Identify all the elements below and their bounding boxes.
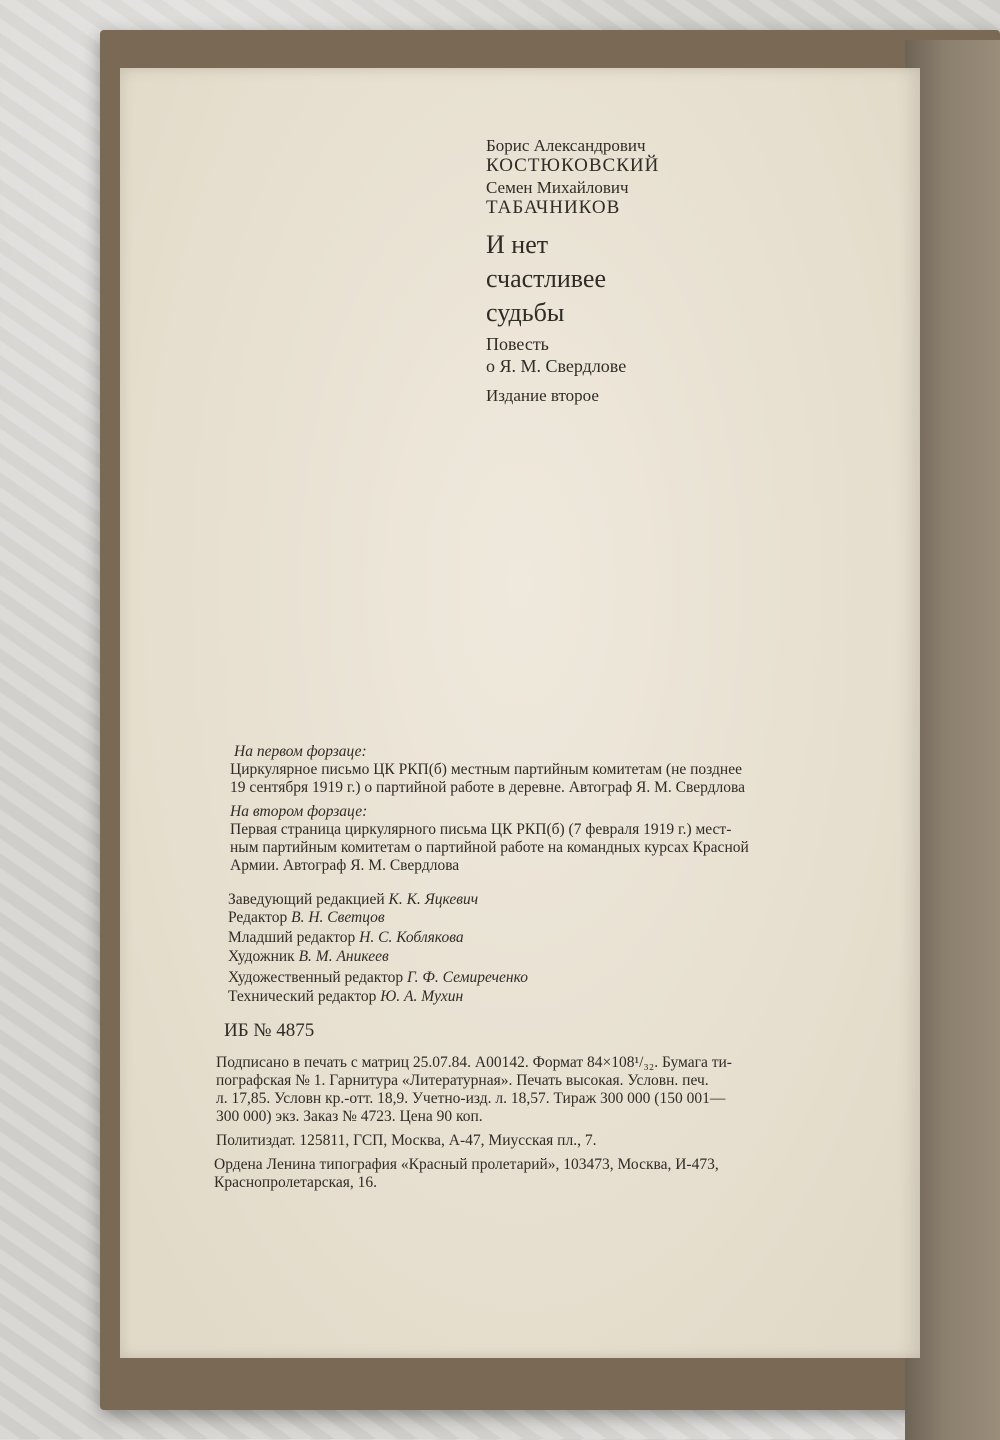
- author-1-name: Борис Александрович: [486, 136, 646, 155]
- edition-label: Издание второе: [486, 386, 599, 405]
- title-page: [120, 68, 920, 1358]
- subtitle-line-2: о Я. М. Свердлове: [486, 356, 627, 376]
- credit-role: Технический редактор: [228, 988, 377, 1005]
- endpaper-1-line-2: 19 сентября 1919 г.) о партийной работе в деревне. Автограф Я. М. Свердлова: [230, 779, 746, 796]
- book-title-line-2: счастливее: [486, 264, 606, 293]
- credit-3: [228, 929, 464, 947]
- author-2-name: Семен Михайлович: [486, 178, 629, 197]
- endpaper-2-line-1: Первая страница циркулярного письма ЦК РКП(б) (7 февраля 1919 г.) мест-: [230, 821, 732, 838]
- imprint-line-2: пографская № 1. Гарнитура «Литературная». Печать высокая. Условн. печ.: [216, 1072, 709, 1089]
- endpaper-2-line-2: ным партийным комитетам о партийной работе на командных курсах Красной: [230, 839, 749, 856]
- credit-name: Н. С. Коблякова: [359, 929, 464, 946]
- ib-number: ИБ № 4875: [224, 1020, 315, 1041]
- credit-role: Заведующий редакцией: [228, 891, 385, 908]
- subtitle-line-1: Повесть: [486, 334, 549, 354]
- credit-role: Редактор: [228, 909, 288, 926]
- credit-name: К. К. Яцкевич: [388, 891, 479, 908]
- endpaper-1-line-1: Циркулярное письмо ЦК РКП(б) местным партийным комитетам (не позднее: [230, 761, 742, 778]
- credit-1: [228, 891, 478, 909]
- credit-name: Г. Ф. Семиреченко: [407, 969, 529, 986]
- printer-line-2: Краснопролетарская, 16.: [214, 1174, 377, 1191]
- credit-role: Младший редактор: [228, 929, 356, 946]
- credit-4: [228, 948, 389, 966]
- credit-name: В. М. Аникеев: [298, 948, 389, 965]
- book-title-line-1: И нет: [486, 230, 549, 259]
- imprint-line-3: л. 17,85. Условн кр.-отт. 18,9. Учетно-изд. л. 18,57. Тираж 300 000 (150 001—: [216, 1090, 726, 1107]
- credit-2: [228, 909, 385, 927]
- imprint-line-1: Подписано в печать с матриц 25.07.84. А00142. Формат 84×108¹/₃₂. Бумага ти-: [216, 1054, 732, 1071]
- endpaper-2-line-3: Армии. Автограф Я. М. Свердлова: [230, 857, 460, 874]
- credit-name: В. Н. Светцов: [291, 909, 385, 926]
- book-title-line-3: судьбы: [486, 298, 565, 327]
- credit-role: Художник: [228, 948, 295, 965]
- endpaper-1-label: На первом форзаце:: [234, 743, 367, 760]
- imprint-line-4: 300 000) экз. Заказ № 4723. Цена 90 коп.: [216, 1108, 483, 1125]
- credit-name: Ю. А. Мухин: [380, 988, 464, 1005]
- credit-6: [228, 988, 463, 1006]
- endpaper-2-label: На втором форзаце:: [230, 803, 368, 820]
- author-2-surname: ТАБАЧНИКОВ: [486, 197, 621, 218]
- credit-role: Художественный редактор: [228, 969, 404, 986]
- credit-5: [228, 969, 528, 987]
- author-1-surname: КОСТЮКОВСКИЙ: [486, 155, 660, 176]
- publisher-line: Политиздат. 125811, ГСП, Москва, А-47, Миусская пл., 7.: [216, 1132, 597, 1149]
- printer-line-1: Ордена Ленина типография «Красный пролетарий», 103473, Москва, И-473,: [214, 1156, 719, 1173]
